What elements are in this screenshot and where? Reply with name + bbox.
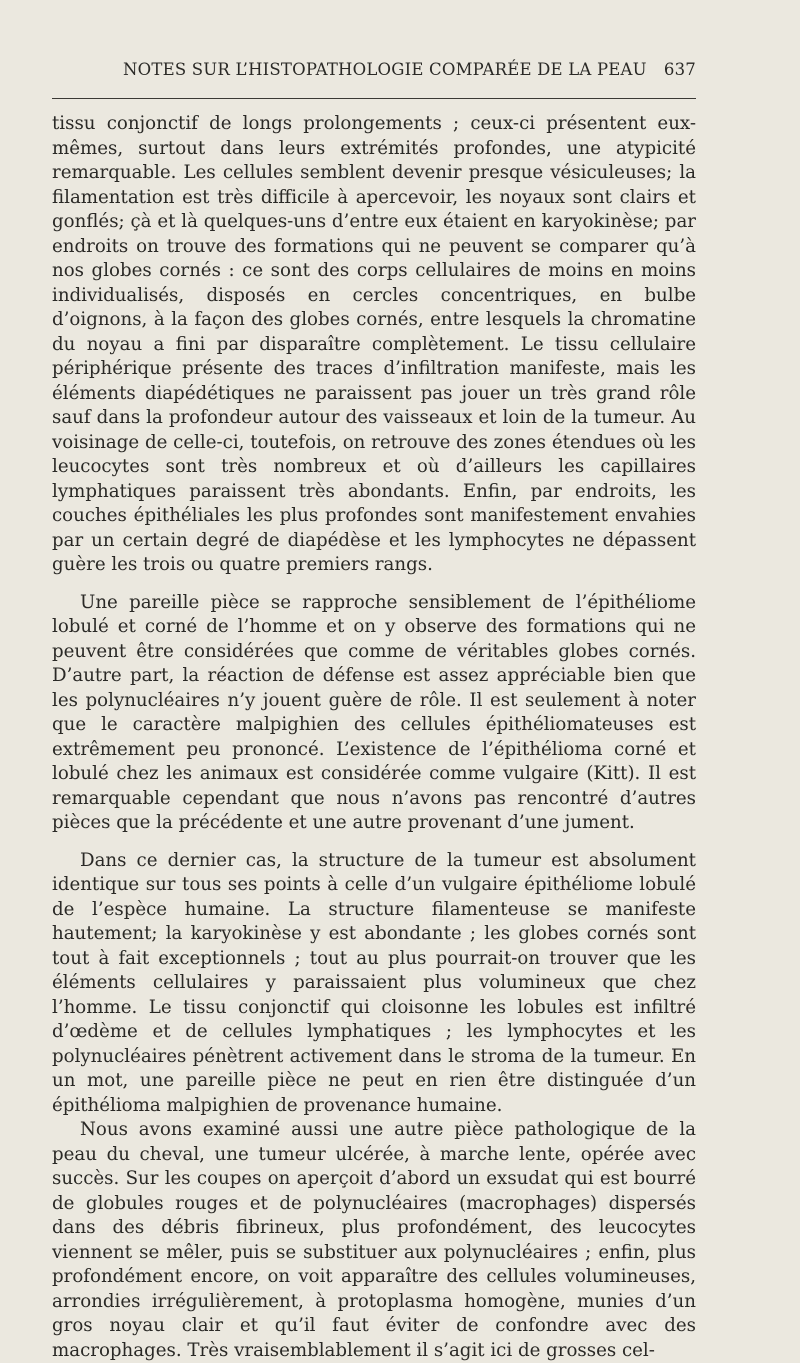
page-number: 637 <box>663 60 696 79</box>
paragraph-1: tissu conjonctif de longs prolongements ; ceux-ci présentent eux-mêmes, surtout dans leurs extrémités profondes, une atypicité remarquable. Les cellules semblent devenir presque vésiculeuses; la filamentation est très difficile à apercevoir, les noyaux sont clairs et gonflés; çà et là quelques-uns d’entre eux étaient en karyokinèse; par endroits on trouve des formations qui ne peuvent se comparer qu’à nos globes cornés : ce sont des corps cellulaires de moins en moins individualisés, disposés en cercles concentriques, en bulbe d’oignons, à la façon des globes cornés, entre lesquels la chromatine du noyau a fini par disparaître complètement. Le tissu cellulaire périphérique présente des traces d’infiltration manifeste, mais les éléments diapédétiques ne paraissent pas jouer un très grand rôle sauf dans la profondeur autour des vaisseaux et loin de la tumeur. Au voisinage de celle-ci, toutefois, on retrouve des zones étendues où les leucocytes sont très nombreux et où d’ailleurs les capillaires lymphatiques paraissent très abondants. Enfin, par endroits, les couches épithéliales les plus profondes sont manifestement envahies par un certain degré de diapédèse et les lymphocytes ne dépassent guère les trois ou quatre premiers rangs. <box>52 113 696 575</box>
paragraph-2: Une pareille pièce se rapproche sensiblement de l’épithéliome lobulé et corné de l’homme et on y observe des formations qui ne peuvent être considérées que comme de véritables globes cornés. D’autre part, la réaction de défense est assez appréciable bien que les polynucléaires n’y jouent guère de rôle. Il est seulement à noter que le caractère malpighien des cellules épithéliomateuses est extrêmement peu prononcé. L’existence de l’épithélioma corné et lobulé chez les animaux est considérée comme vulgaire (Kitt). Il est remarquable cependant que nous n’avons pas rencontré d’autres pièces que la précédente et une autre provenant d’une jument. <box>52 591 696 833</box>
body-text <box>52 112 696 1363</box>
paragraph-3: Dans ce dernier cas, la structure de la tumeur est absolument identique sur tous ses points à celle d’un vulgaire épithéliome lobulé de l’espèce humaine. La structure filamenteuse se manifeste hautement; la karyokinèse y est abondante ; les globes cornés sont tout à fait exceptionnels ; tout au plus pourrait-on trouver que les éléments cellulaires y paraissaient plus volumineux que chez l’homme. Le tissu conjonctif qui cloisonne les lobules est infiltré d’œdème et de cellules lymphatiques ; les lymphocytes et les polynucléaires pénètrent activement dans le stroma de la tumeur. En un mot, une pareille pièce ne peut en rien être distinguée d’un épithélioma malpighien de provenance humaine. <box>52 849 696 1116</box>
running-title: NOTES SUR L’HISTOPATHOLOGIE COMPARÉE DE LA PEAU <box>123 60 647 79</box>
paragraph-4: Nous avons examiné aussi une autre pièce pathologique de la peau du cheval, une tumeur ulcérée, à marche lente, opérée avec succès. Sur les coupes on aperçoit d’abord un exsudat qui est bourré de globules rouges et de polynucléaires (macrophages) dispersés dans des débris fibrineux, plus profondément, des leucocytes viennent se mêler, puis se substituer aux polynucléaires ; enfin, plus profondément encore, on voit apparaître des cellules volumineuses, arrondies irrégulièrement, à protoplasma homogène, munies d’un gros noyau clair et qu’il faut éviter de confondre avec des macrophages. Très vraisemblablement il s’agit ici de grosses cel- <box>52 1119 696 1361</box>
header-rule <box>52 98 696 99</box>
running-head <box>52 60 696 84</box>
